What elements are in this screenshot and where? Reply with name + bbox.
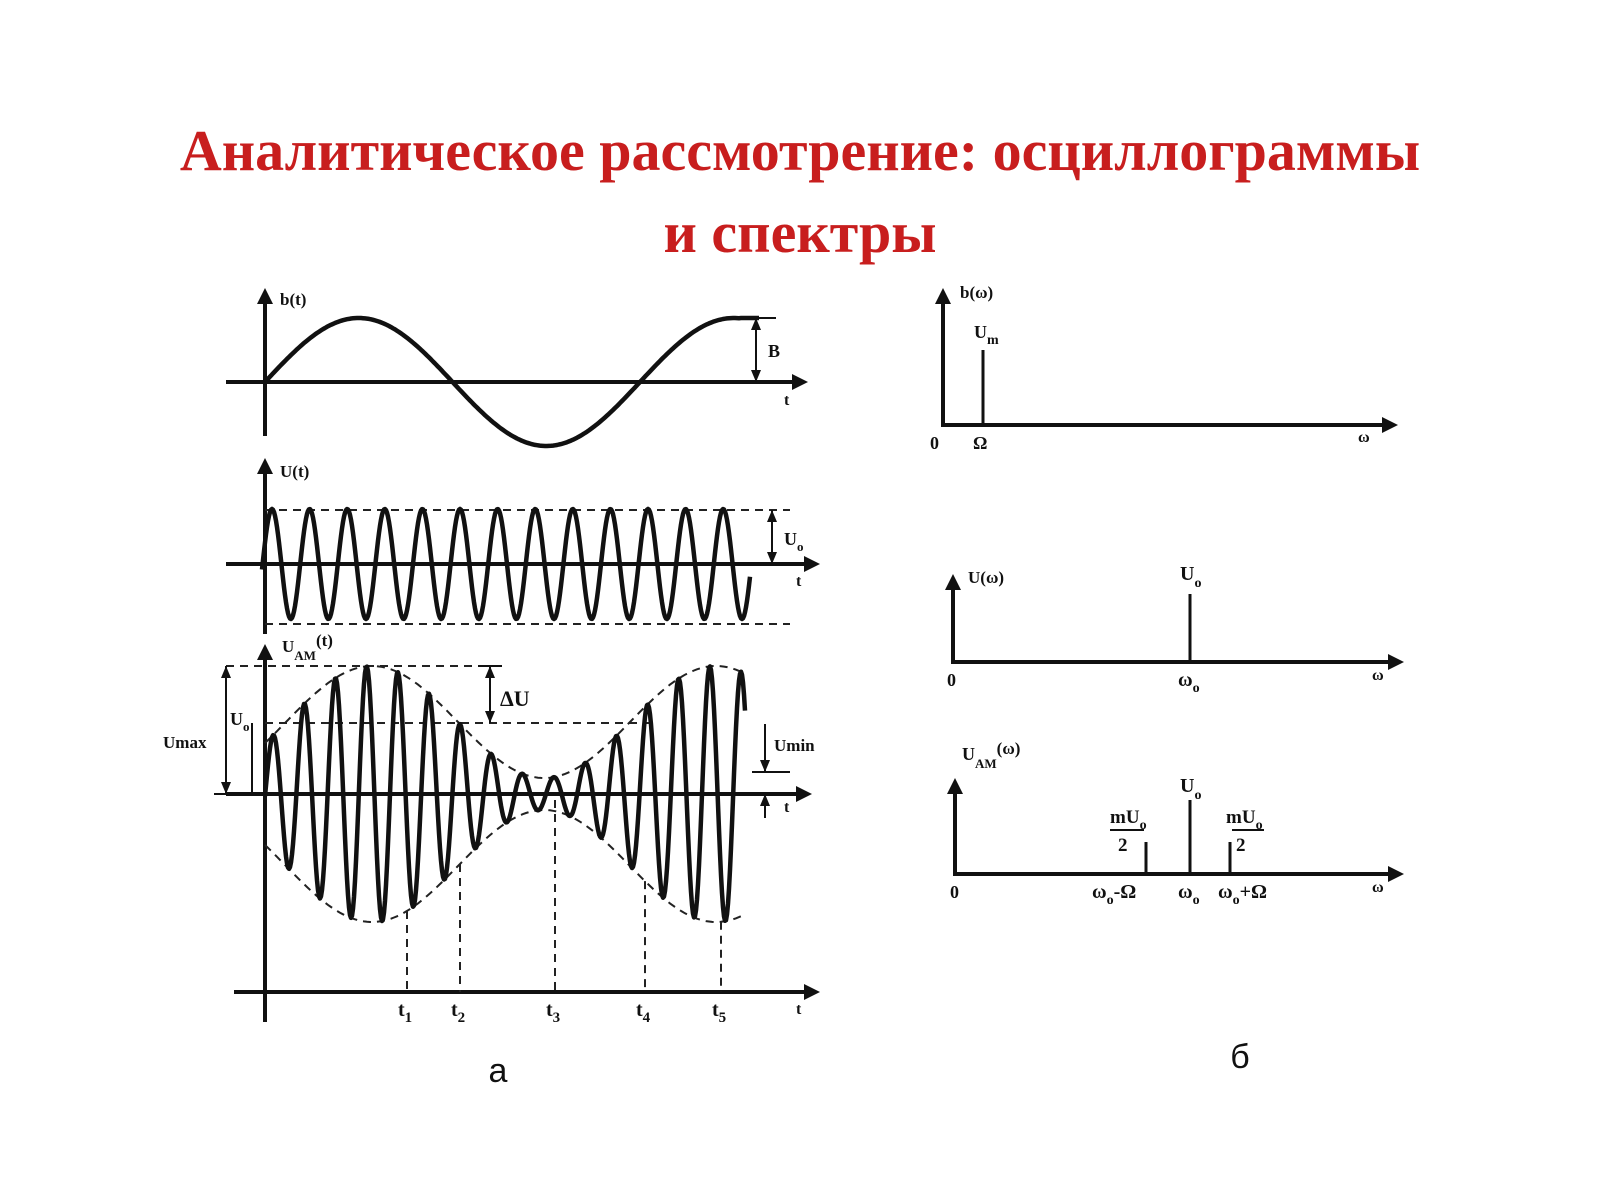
delta-u-label: ΔU: [500, 686, 530, 711]
message-y-arrow: [257, 288, 273, 304]
carrier-spectrum-plot: [945, 563, 1404, 696]
carrier-spectrum-y-label: U(ω): [968, 568, 1005, 587]
carrier-amp-arrow-up: [767, 510, 777, 522]
message-x-label: t: [784, 392, 790, 409]
am-spectrum-origin: 0: [950, 882, 959, 902]
message-freq-label: Ω: [973, 433, 988, 453]
umax-label: Umax: [163, 733, 207, 752]
am-y-arrow: [257, 644, 273, 660]
delta-u-arrow-down: [485, 711, 495, 723]
panel-a-caption: а: [488, 1052, 508, 1090]
am-lower-envelope: [265, 810, 745, 922]
lower-sideband-fraction: [1110, 807, 1147, 856]
carrier-freq-label: $\omega_o$: [1178, 669, 1200, 696]
carrier-spectral-line-label: $U_o$: [1180, 563, 1202, 591]
lower-sideband-denominator: 2: [1118, 835, 1128, 856]
title-line-2: и спектры: [663, 200, 937, 265]
am-carrier-freq-label: $\omega_o$: [1178, 881, 1200, 908]
title-line-1: Аналитическое рассмотрение: осциллограммы: [179, 118, 1421, 183]
carrier-y-arrow: [257, 458, 273, 474]
am-spectrum-x-arrow: [1388, 866, 1404, 882]
delta-u-arrow-up: [485, 666, 495, 678]
time-mark-label-1: $t_1$: [398, 999, 413, 1026]
umin-arrow-down: [760, 760, 770, 772]
panel-a: [163, 288, 820, 1090]
message-spectrum-x-label: ω: [1358, 429, 1370, 446]
time-mark-label-4: $t_4$: [636, 999, 651, 1026]
carrier-spectrum-origin: 0: [947, 670, 956, 690]
upper-sideband-freq-label: $\omega_o+\Omega$: [1218, 881, 1268, 908]
lower-sideband-freq-label: $\omega_o-\Omega$: [1092, 881, 1137, 908]
upper-sideband-numerator: $mU_o$: [1226, 807, 1263, 833]
time-mark-label-3: $t_3$: [546, 999, 561, 1026]
message-spectrum-x-arrow: [1382, 417, 1398, 433]
am-y-label: $U_{AM}(t)$: [282, 631, 333, 663]
carrier-y-label: U(t): [280, 462, 310, 481]
time-x-label: t: [796, 1001, 802, 1018]
carrier-x-arrow: [804, 556, 820, 572]
message-spectrum-origin: 0: [930, 433, 939, 453]
time-x-arrow: [804, 984, 820, 1000]
carrier-spectrum-y-arrow: [945, 574, 961, 590]
carrier-spectrum-x-arrow: [1388, 654, 1404, 670]
message-spectral-line-label: $U_m$: [974, 322, 999, 348]
am-carrier-line-label: $U_o$: [1180, 775, 1202, 803]
am-x-label: t: [784, 799, 790, 816]
am-spectrum-y-label: $U_{AM}(\omega)$: [962, 739, 1021, 771]
am-spectrum-plot: [947, 739, 1404, 908]
message-amp-label: B: [768, 341, 781, 361]
message-spectrum-y-label: b(ω): [960, 283, 994, 302]
upper-sideband-denominator: 2: [1236, 835, 1246, 856]
message-signal-plot: [226, 288, 808, 446]
u0-label: $U_o$: [230, 709, 250, 734]
panel-b-caption: б: [1230, 1038, 1250, 1076]
umin-label: Umin: [774, 736, 815, 755]
am-signal-plot: [163, 631, 820, 1026]
panel-b: [930, 283, 1404, 1076]
message-x-arrow: [792, 374, 808, 390]
time-mark-label-5: $t_5$: [712, 999, 727, 1026]
am-x-arrow: [796, 786, 812, 802]
message-spectrum-y-arrow: [935, 288, 951, 304]
message-y-label: b(t): [280, 290, 307, 309]
am-spectrum-x-label: ω: [1372, 879, 1384, 896]
upper-sideband-fraction: [1226, 807, 1264, 856]
carrier-x-label: t: [796, 573, 802, 590]
time-mark-label-2: $t_2$: [451, 999, 466, 1026]
carrier-amp-label: $U_o$: [784, 529, 804, 554]
umax-arrow-up: [221, 666, 231, 678]
am-spectrum-y-arrow: [947, 778, 963, 794]
lower-sideband-numerator: $mU_o$: [1110, 807, 1147, 833]
message-spectrum-plot: [930, 283, 1398, 453]
carrier-spectrum-x-label: ω: [1372, 667, 1384, 684]
carrier-signal-plot: [226, 458, 820, 634]
